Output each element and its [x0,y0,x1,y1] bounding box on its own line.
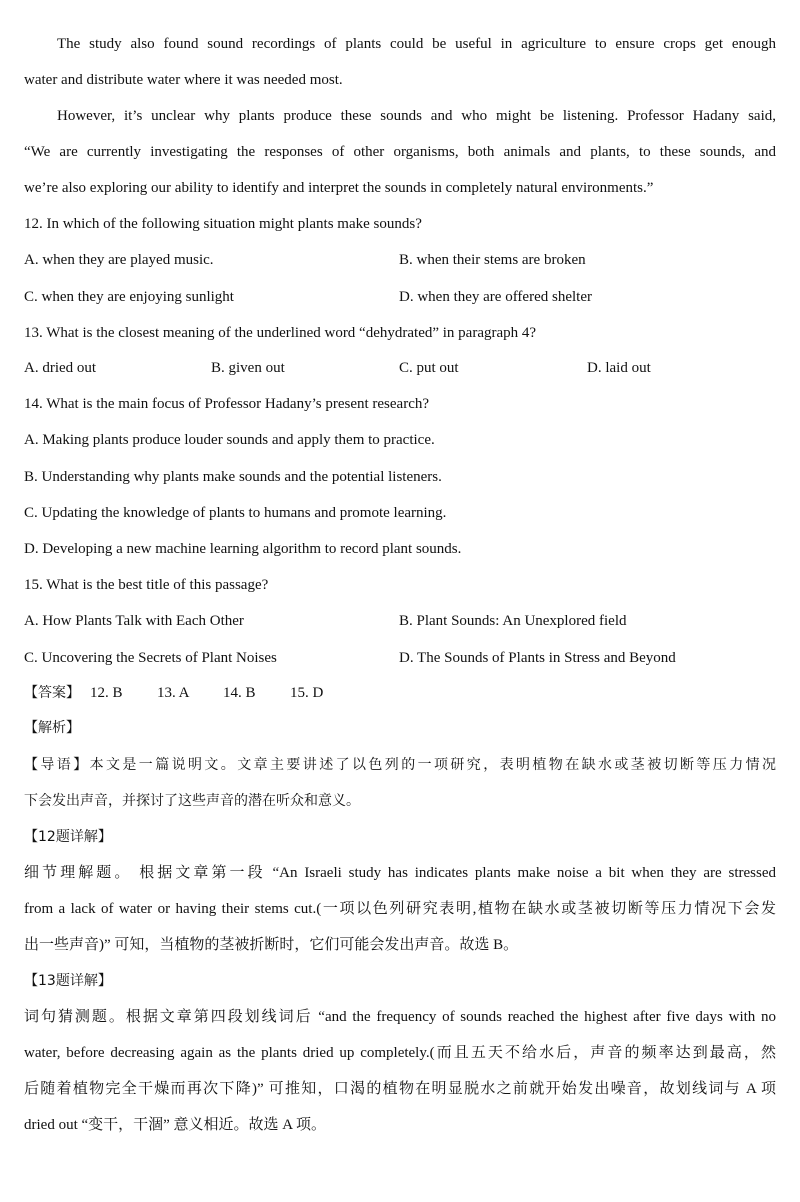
option-14-d: D. Developing a new machine learning algorithm to record plant sounds. [24,541,462,557]
q13-explanation-line: water, before decreasing again as the plants dried up completely.(而且五天不给水后，声音的频率达到最高，然 [24,1045,776,1061]
answer-label: 【答案】 [24,685,80,701]
option-13-a: A. dried out [24,360,97,376]
passage-paragraph-line: we’re also exploring our ability to identify and interpret the sounds in completely natural environments.” [24,180,654,196]
option-13-b: B. given out [211,360,285,376]
q13-explanation-line: dried out “变干，干涸” 意义相近。故选 A 项。 [24,1117,327,1133]
question-stem-13: 13. What is the closest meaning of the underlined word “dehydrated” in paragraph 4? [24,325,537,341]
option-14-a: A. Making plants produce louder sounds and apply them to practice. [24,432,435,448]
option-14-b: B. Understanding why plants make sounds and the potential listeners. [24,469,442,485]
option-13-d: D. laid out [587,360,651,376]
q12-explanation-line: 出一些声音)” 可知，当植物的茎被折断时，它们可能会发出声音。故选 B。 [24,937,519,953]
passage-paragraph-line: The study also found sound recordings of plants could be useful in agriculture to ensure crops get enough [57,36,776,52]
q12-explanation-line: from a lack of water or having their stems cut.(一项以色列研究表明,植物在缺水或茎被切断等压力情况下会发 [24,901,776,917]
answer-item: 15. D [290,685,324,701]
analysis-label: 【解析】 [24,720,80,736]
q13-explanation-heading: 【13题详解】 [24,973,112,989]
answer-item: 12. B [90,685,123,701]
q13-explanation-line: 后随着植物完全干燥而再次下降)” 可推知，口渴的植物在明显脱水之前就开始发出噪音，故划线词与 A 项 [24,1081,776,1097]
answer-item: 13. A [157,685,190,701]
question-stem-12: 12. In which of the following situation might plants make sounds? [24,216,422,232]
q12-explanation-line: 细节理解题。 根据文章第一段 “An Israeli study has indicates plants make noise a bit when they are stressed [24,865,776,881]
option-15-d: D. The Sounds of Plants in Stress and Beyond [399,650,676,666]
question-stem-15: 15. What is the best title of this passage? [24,577,269,593]
passage-paragraph-line: water and distribute water where it was needed most. [24,72,343,88]
answer-item: 14. B [223,685,256,701]
guide-text-line: 下会发出声音，并探讨了这些声音的潜在听众和意义。 [24,793,360,809]
passage-paragraph-line: “We are currently investigating the responses of other organisms, both animals and plants, to these sounds, and [24,144,776,160]
question-stem-14: 14. What is the main focus of Professor Hadany’s present research? [24,396,430,412]
option-13-c: C. put out [399,360,459,376]
passage-paragraph-line: However, it’s unclear why plants produce these sounds and who might be listening. Professor Hadany said, [57,108,776,124]
option-14-c: C. Updating the knowledge of plants to humans and promote learning. [24,505,447,521]
option-12-d: D. when they are offered shelter [399,289,592,305]
option-12-c: C. when they are enjoying sunlight [24,289,234,305]
q12-explanation-heading: 【12题详解】 [24,829,112,845]
option-12-a: A. when they are played music. [24,252,214,268]
option-15-a: A. How Plants Talk with Each Other [24,613,244,629]
option-15-c: C. Uncovering the Secrets of Plant Noises [24,650,277,666]
guide-text-line: 【导语】本文是一篇说明文。文章主要讲述了以色列的一项研究，表明植物在缺水或茎被切断等压力情况 [24,757,776,773]
option-12-b: B. when their stems are broken [399,252,586,268]
q13-explanation-line: 词句猜测题。根据文章第四段划线词后 “and the frequency of sounds reached the highest after five days with no [24,1009,776,1025]
option-15-b: B. Plant Sounds: An Unexplored field [399,613,627,629]
